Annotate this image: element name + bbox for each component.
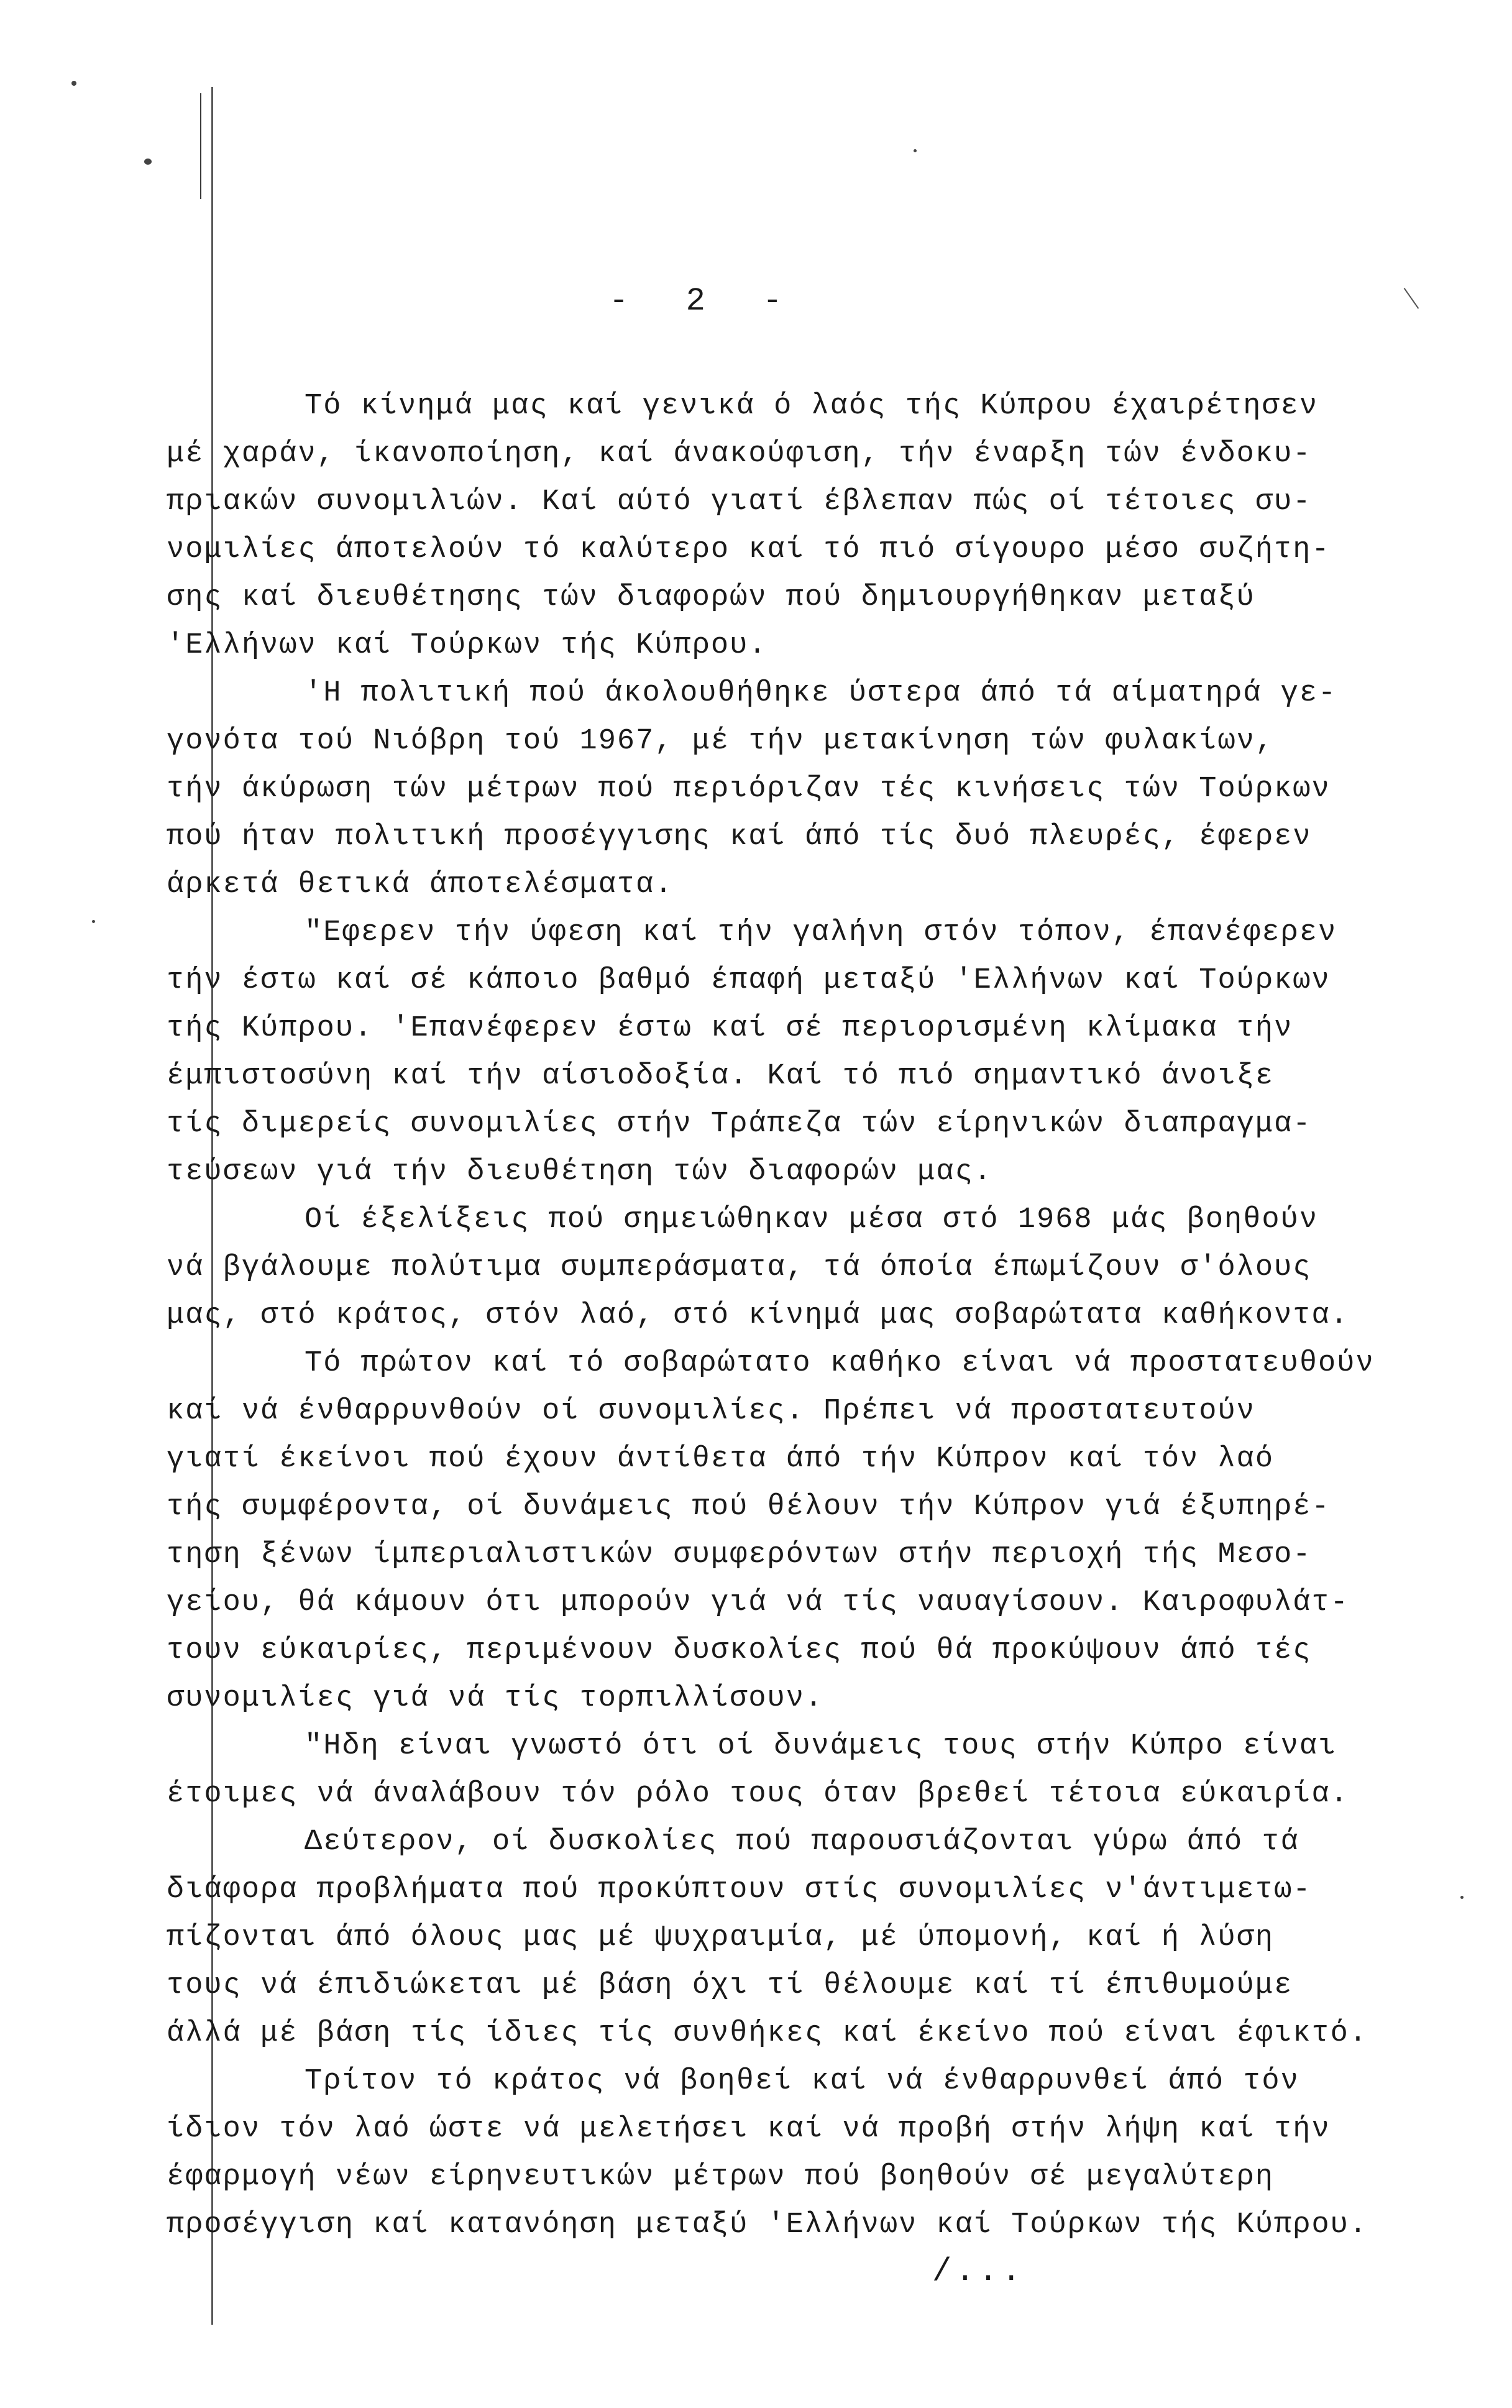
scan-speck (914, 149, 917, 152)
text-line: "Ηδη είναι γνωστό ότι οί δυνάμεις τους στήν Κύπρο είναι (305, 1730, 1337, 1763)
scan-speck (92, 920, 95, 923)
paragraph (167, 909, 1385, 1196)
text-line: σης καί διευθέτησης τών διαφορών πού δημιουργήθηκαν μεταξύ (167, 581, 1255, 614)
text-line: τεύσεων γιά τήν διευθέτηση τών διαφορών μας. (167, 1156, 993, 1188)
body-text (167, 382, 1385, 2249)
paragraph (167, 669, 1385, 909)
text-line: τους νά έπιδιώκεται μέ βάση όχι τί θέλουμε καί τί έπιθυμούμε (167, 1969, 1293, 2002)
text-line: πίζονται άπό όλους μας μέ ψυχραιμία, μέ ύπομονή, καί ή λύση (167, 1921, 1275, 1954)
text-line: Τό πρώτον καί τό σοβαρώτατο καθήκο είναι νά προστατευθούν (305, 1347, 1375, 1380)
text-line: τίς διμερείς συνομιλίες στήν Τράπεζα τών είρηνικών διαπραγμα- (167, 1108, 1312, 1141)
text-line: 'Ελλήνων καί Τούρκων τής Κύπρου. (167, 629, 767, 662)
text-line: τηση ξένων ίμπεριαλιστικών συμφερόντων στήν περιοχή τής Μεσο- (167, 1538, 1312, 1571)
text-line: "Εφερεν τήν ύφεση καί τήν γαλήνη στόν τόπον, έπανέφερεν (305, 916, 1337, 949)
text-line: Τό κίνημά μας καί γενικά ό λαός τής Κύπρου έχαιρέτησεν (305, 390, 1319, 423)
text-line: τουν εύκαιρίες, περιμένουν δυσκολίες πού θά προκύψουν άπό τές (167, 1634, 1312, 1667)
text-line: τήν άκύρωση τών μέτρων πού περιόριζαν τές κινήσεις τών Τούρκων (167, 773, 1331, 806)
text-line: τής Κύπρου. 'Επανέφερεν έστω καί σέ περιορισμένη κλίμακα τήν (167, 1012, 1293, 1045)
text-line: τήν έστω καί σέ κάποιο βαθμό έπαφή μεταξύ 'Ελλήνων καί Τούρκων (167, 964, 1331, 997)
scan-speck (1460, 1896, 1464, 1899)
page-number: - 2 - (609, 283, 789, 319)
page-mark (1404, 288, 1419, 309)
text-line: νομιλίες άποτελούν τό καλύτερο καί τό πιό σίγουρο μέσο συζήτη- (167, 533, 1331, 566)
text-line: πριακών συνομιλιών. Καί αύτό γιατί έβλεπαν πώς οί τέτοιες συ- (167, 485, 1312, 518)
text-line: έτοιμες νά άναλάβουν τόν ρόλο τους όταν βρεθεί τέτοια εύκαιρία. (167, 1778, 1349, 1811)
scan-speck (144, 159, 152, 165)
paragraph (167, 382, 1385, 669)
scan-speck (71, 81, 76, 86)
text-line: προσέγγιση καί κατανόηση μεταξύ 'Ελλήνων καί Τούρκων τής Κύπρου. (167, 2208, 1368, 2241)
text-line: πού ήταν πολιτική προσέγγισης καί άπό τίς δυό πλευρές, έφερεν (167, 820, 1312, 853)
text-line: γονότα τού Νιόβρη τού 1967, μέ τήν μετακίνηση τών φυλακίων, (167, 725, 1275, 758)
text-line: τής συμφέροντα, οί δυνάμεις πού θέλουν τήν Κύπρον γιά έξυπηρέ- (167, 1491, 1331, 1523)
paragraph (167, 2057, 1385, 2249)
text-line: καί νά ένθαρρυνθούν οί συνομιλίες. Πρέπει νά προστατευτούν (167, 1395, 1255, 1428)
text-line: ίδιον τόν λαό ώστε νά μελετήσει καί νά προβή στήν λήψη καί τήν (167, 2113, 1331, 2146)
text-line: Δεύτερον, οί δυσκολίες πού παρουσιάζονται γύρω άπό τά (305, 1826, 1299, 1859)
text-line: άλλά μέ βάση τίς ίδιες τίς συνθήκες καί έκείνο πού είναι έφικτό. (167, 2017, 1368, 2050)
paragraph (167, 1722, 1385, 1818)
text-line: άρκετά θετικά άποτελέσματα. (167, 868, 674, 901)
continuation-mark: /... (932, 2253, 1025, 2290)
paragraph (167, 1340, 1385, 1722)
text-line: συνομιλίες γιά νά τίς τορπιλλίσουν. (167, 1682, 824, 1715)
text-line: νά βγάλουμε πολύτιμα συμπεράσματα, τά όποία έπωμίζουν σ'όλους (167, 1251, 1312, 1284)
text-line: Οί έξελίξεις πού σημειώθηκαν μέσα στό 1968 μάς βοηθούν (305, 1203, 1319, 1236)
text-line: μέ χαράν, ίκανοποίηση, καί άνακούφιση, τήν έναρξη τών ένδοκυ- (167, 438, 1312, 471)
text-line: γείου, θά κάμουν ότι μπορούν γιά νά τίς ναυαγίσουν. Καιροφυλάτ- (167, 1586, 1349, 1619)
text-line: γιατί έκείνοι πού έχουν άντίθετα άπό τήν Κύπρον καί τόν λαό (167, 1443, 1275, 1476)
margin-line-mark (200, 93, 201, 199)
text-line: έμπιστοσύνη καί τήν αίσιοδοξία. Καί τό πιό σημαντικό άνοιξε (167, 1060, 1275, 1093)
text-line: Τρίτον τό κράτος νά βοηθεί καί νά ένθαρρυνθεί άπό τόν (305, 2065, 1299, 2098)
text-line: έφαρμογή νέων είρηνευτικών μέτρων πού βοηθούν σέ μεγαλύτερη (167, 2161, 1275, 2194)
text-line: μας, στό κράτος, στόν λαό, στό κίνημά μας σοβαρώτατα καθήκοντα. (167, 1299, 1349, 1332)
text-line: διάφορα προβλήματα πού προκύπτουν στίς συνομιλίες ν'άντιμετω- (167, 1873, 1312, 1906)
paragraph (167, 1196, 1385, 1340)
paragraph (167, 1818, 1385, 2057)
text-line: 'Η πολιτική πού άκολουθήθηκε ύστερα άπό τά αίματηρά γε- (305, 677, 1337, 710)
